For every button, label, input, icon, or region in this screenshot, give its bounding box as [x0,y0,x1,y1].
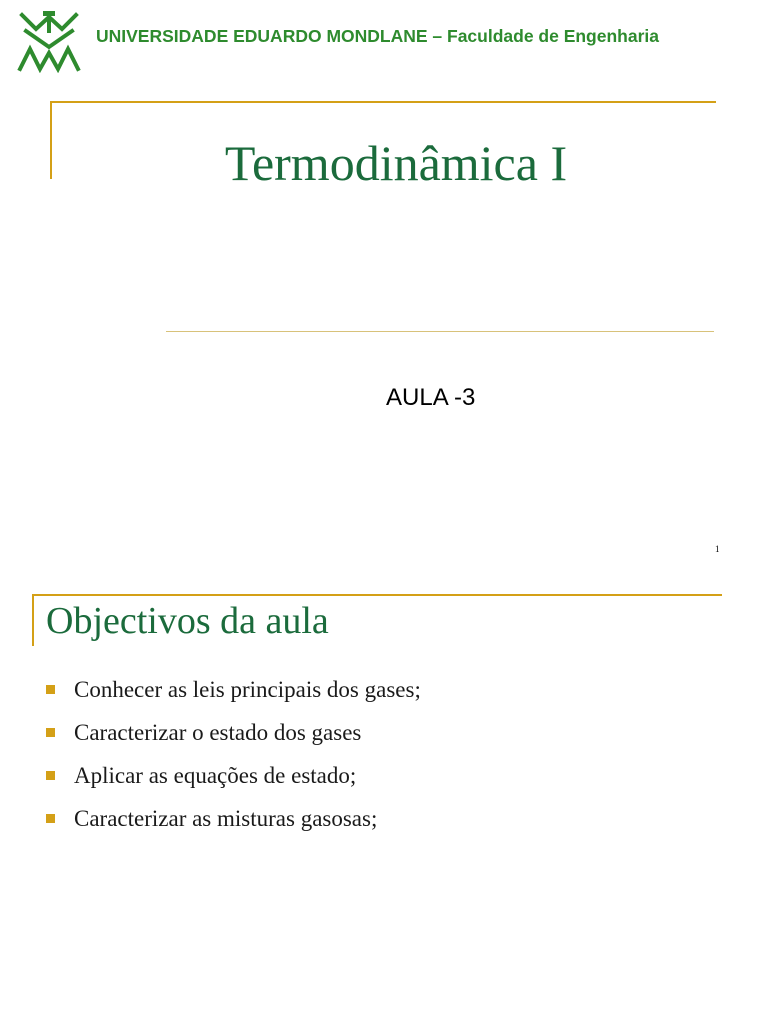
university-header: UNIVERSIDADE EDUARDO MONDLANE – Faculdade de Engenharia [96,26,659,46]
subtitle-divider [166,331,714,332]
list-item [46,711,421,754]
page-number: 1 [715,544,720,554]
square-bullet-icon [46,685,55,694]
list-item [46,797,421,840]
list-item-text: Conhecer as leis principais dos gases; [74,676,421,702]
slide-title-text: Termodinâmica I [224,135,568,191]
list-item [46,754,421,797]
university-emblem-icon [16,9,82,73]
slide-objectives [0,575,768,1024]
list-item [46,668,421,711]
title-frame-top-line [50,101,716,103]
objectives-frame-top-line [32,594,722,596]
square-bullet-icon [46,814,55,823]
lesson-subtitle: AULA -3 [386,384,476,411]
list-item-text: Aplicar as equações de estado; [74,762,357,788]
list-item-text: Caracterizar o estado dos gases [74,719,362,745]
objectives-frame-left-line [32,594,34,646]
list-item-text: Caracterizar as misturas gasosas; [74,805,378,831]
objectives-title: Objectivos da aula [46,600,329,642]
objectives-list [46,668,421,840]
square-bullet-icon [46,771,55,780]
square-bullet-icon [46,728,55,737]
